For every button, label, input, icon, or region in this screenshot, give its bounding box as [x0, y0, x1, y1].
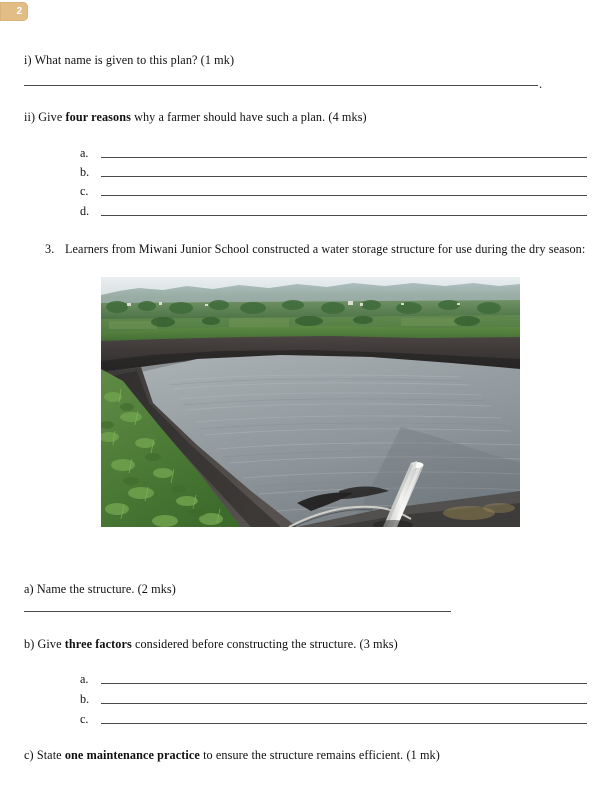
question-3b-part1: b) Give — [24, 637, 65, 651]
page-number-badge — [0, 2, 28, 21]
question-1ii-part1: ii) Give — [24, 110, 66, 124]
question-3a-text — [24, 582, 176, 597]
answer-line-3b-c[interactable] — [101, 723, 587, 724]
answer-letter-3b-c: c. — [80, 712, 89, 726]
answer-letter-1ii-a: a. — [80, 146, 89, 160]
question-1ii-marks: (4 mks) — [328, 110, 367, 124]
question-3b-marks: (3 mks) — [359, 637, 398, 651]
answer-line-1ii-d[interactable] — [101, 215, 587, 216]
answer-line-3b-a[interactable] — [101, 683, 587, 684]
question-3c-part1: c) State — [24, 748, 65, 762]
question-3c-bold: one maintenance practice — [64, 748, 200, 762]
question-3c-marks: (1 mk) — [406, 748, 440, 762]
question-3a-label: a) Name the structure. (2 mks) — [24, 582, 176, 596]
answer-line-1ii-a[interactable] — [101, 157, 587, 158]
answer-line-1i-period: . — [539, 77, 543, 91]
question-3b-text — [24, 637, 398, 652]
answer-letter-3b-a: a. — [80, 672, 89, 686]
question-3c-text — [24, 748, 440, 763]
question-1i-label: i) What name is given to this plan? (1 mk) — [24, 53, 235, 67]
answer-letter-1ii-c: c. — [80, 184, 89, 198]
question-3b-part2: considered before constructing the structure. — [131, 637, 360, 651]
water-pan-photo — [101, 277, 520, 527]
question-1ii-bold: four reasons — [65, 110, 131, 124]
question-3-number: 3. — [45, 242, 55, 256]
answer-line-1ii-b[interactable] — [101, 176, 587, 177]
question-3-text: Learners from Miwani Junior School constructed a water storage structure for use during the dry season: — [65, 242, 586, 256]
answer-letter-1ii-d: d. — [80, 204, 90, 218]
question-3c-part2: to ensure the structure remains efficient. — [199, 748, 407, 762]
answer-line-3a[interactable] — [24, 611, 451, 612]
question-1ii-part2: why a farmer should have such a plan. — [130, 110, 329, 124]
page-number-label: 2 — [16, 5, 22, 17]
answer-letter-1ii-b: b. — [80, 165, 90, 179]
water-pan-photo-graphic — [101, 277, 520, 527]
question-3b-bold: three factors — [64, 637, 132, 651]
question-1i-text — [24, 53, 234, 68]
answer-line-1ii-c[interactable] — [101, 195, 587, 196]
answer-letter-3b-b: b. — [80, 692, 90, 706]
answer-line-1i[interactable] — [24, 85, 538, 86]
question-1ii-text — [24, 110, 367, 125]
answer-line-3b-b[interactable] — [101, 703, 587, 704]
